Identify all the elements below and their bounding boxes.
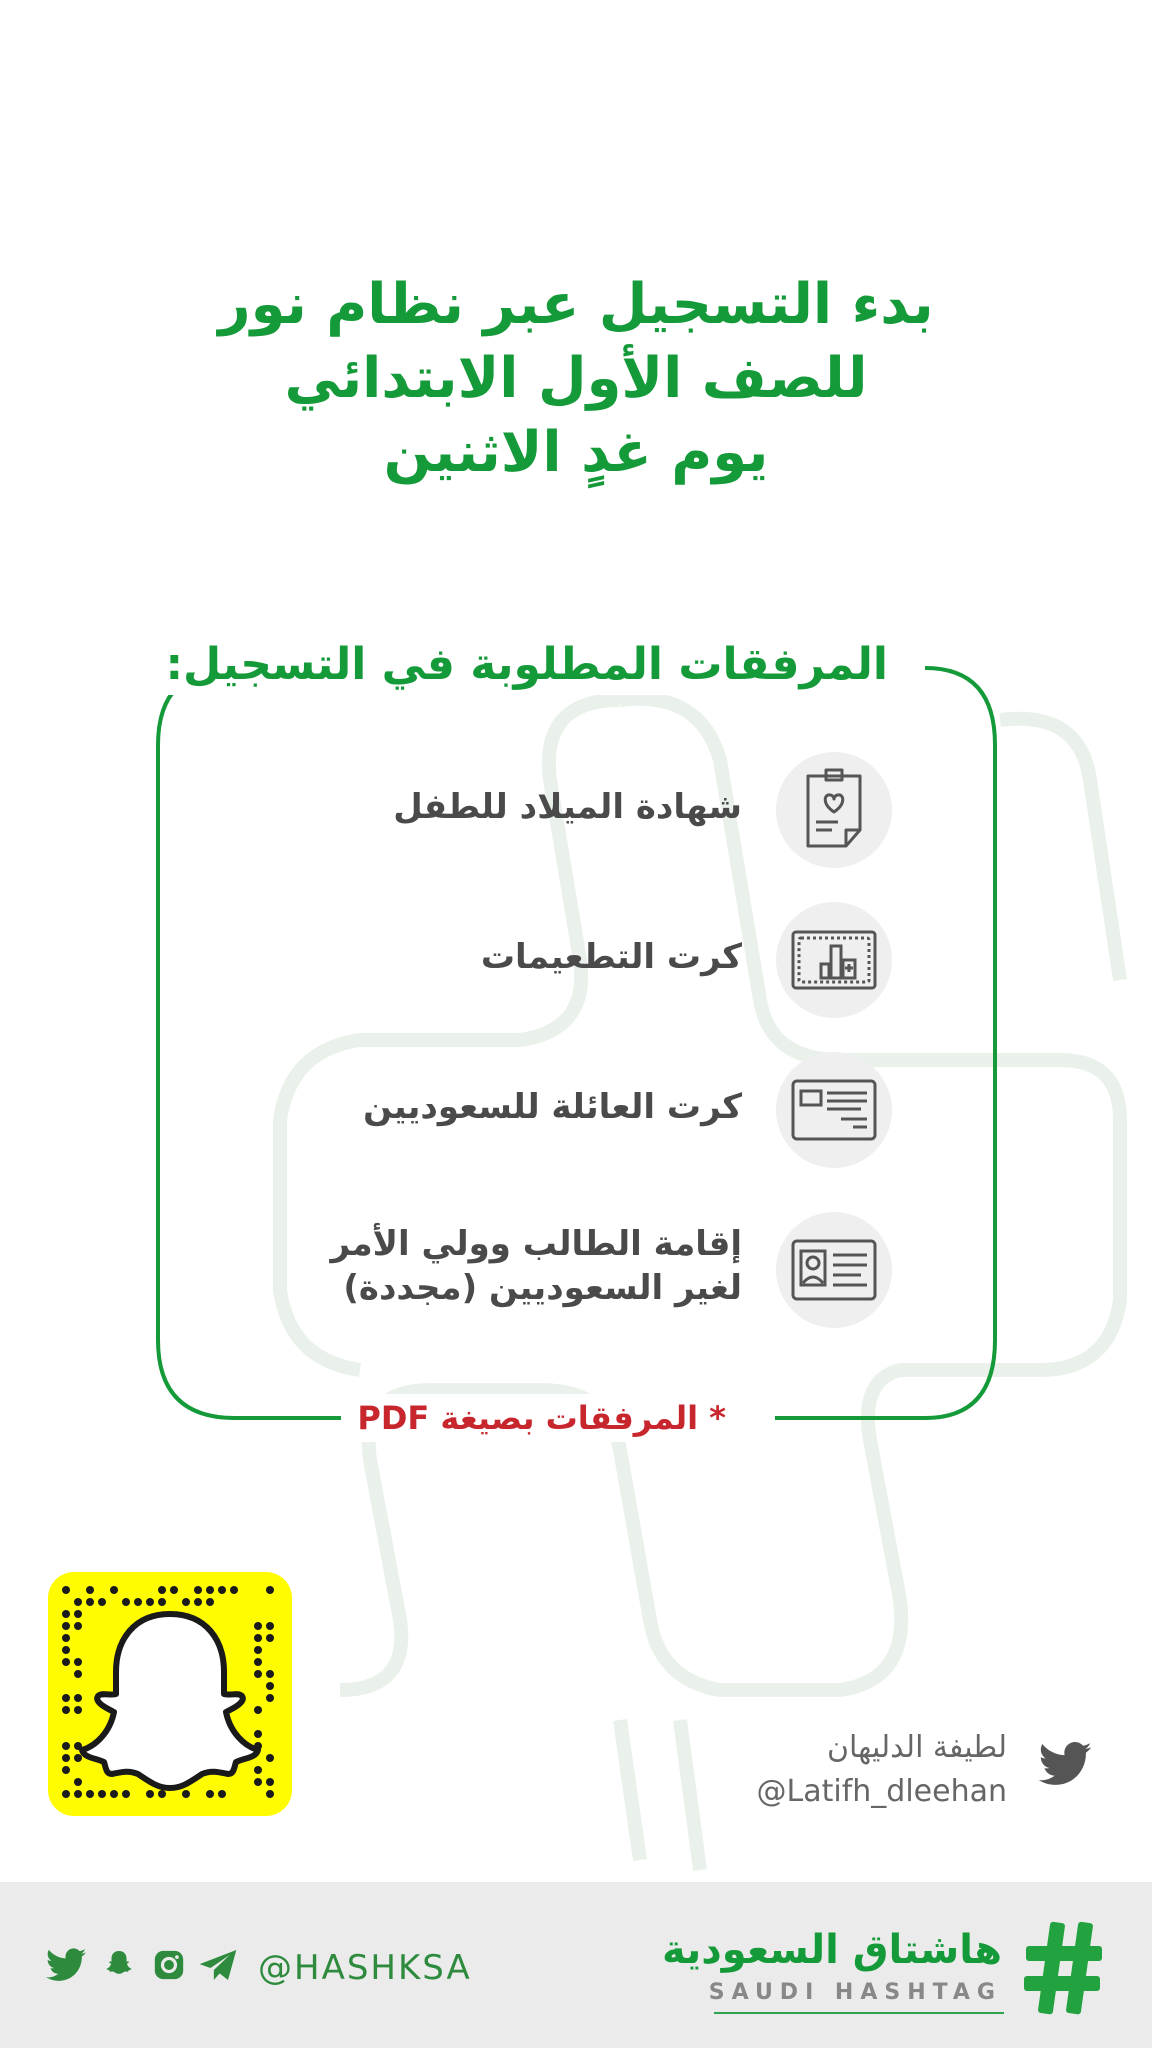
snapcode-dot — [170, 1586, 178, 1594]
snapcode-dot — [74, 1706, 82, 1714]
snapcode-dot — [62, 1610, 70, 1618]
snapcode-dot — [194, 1598, 202, 1606]
snapcode-dot — [74, 1754, 82, 1762]
headline-line-1: بدء التسجيل عبر نظام نور — [218, 272, 934, 337]
hashtag-logo-icon — [1024, 1918, 1104, 2022]
brand-name-english: SAUDI HASHTAG — [708, 1980, 1002, 2005]
snapcode-dot — [86, 1790, 94, 1798]
snapcode-dot — [74, 1622, 82, 1630]
family-card-icon — [776, 1052, 892, 1168]
snapcode-dot — [62, 1658, 70, 1666]
snapcode-dot — [110, 1790, 118, 1798]
snapcode-dot — [74, 1694, 82, 1702]
iqama-card-icon — [776, 1212, 892, 1328]
snapcode-dot — [146, 1790, 154, 1798]
snapcode-dot — [62, 1694, 70, 1702]
snapcode-dot — [74, 1670, 82, 1678]
snapcode-dot — [266, 1586, 274, 1594]
snapcode-dot — [254, 1766, 262, 1774]
snapcode-dot — [74, 1610, 82, 1618]
snapcode-dot — [158, 1598, 166, 1606]
twitter-icon[interactable] — [46, 1948, 86, 1986]
snapcode-dot — [254, 1634, 262, 1642]
footer-handle[interactable]: @HASHKSA — [258, 1948, 472, 1988]
author-name: لطيفة الدليهان — [826, 1730, 1007, 1765]
headline-line-3: يوم غدٍ الاثنين — [383, 420, 769, 485]
snapcode-dot — [62, 1790, 70, 1798]
snapcode-dot — [74, 1658, 82, 1666]
snapcode-dots — [48, 1572, 292, 1816]
headline-line-2: للصف الأول الابتدائي — [284, 346, 868, 411]
snapcode-dot — [158, 1586, 166, 1594]
brand-name-arabic: هاشتاق السعودية — [661, 1927, 1002, 1973]
twitter-icon[interactable] — [1038, 1742, 1092, 1790]
telegram-icon[interactable] — [198, 1948, 238, 1986]
snapcode-dot — [122, 1790, 130, 1798]
snapcode-dot — [266, 1634, 274, 1642]
snapcode-dot — [266, 1682, 274, 1690]
snapcode-dot — [218, 1790, 226, 1798]
requirement-item-4-line-1: إقامة الطالب وولي الأمر — [330, 1224, 742, 1264]
snapcode-dot — [266, 1622, 274, 1630]
snapcode-dot — [182, 1598, 190, 1606]
instagram-icon[interactable] — [152, 1948, 186, 1986]
snapcode-dot — [134, 1598, 142, 1606]
snapcode-dot — [146, 1598, 154, 1606]
author-handle[interactable]: @Latifh_dleehan — [756, 1774, 1007, 1809]
snapcode-dot — [254, 1646, 262, 1654]
snapcode-dot — [62, 1706, 70, 1714]
snapcode[interactable] — [48, 1572, 292, 1816]
snapcode-dot — [254, 1658, 262, 1666]
snapcode-dot — [74, 1790, 82, 1798]
snapcode-dot — [266, 1694, 274, 1702]
snapcode-dot — [98, 1598, 106, 1606]
snapcode-dot — [218, 1586, 226, 1594]
snapcode-dot — [86, 1586, 94, 1594]
snapcode-dot — [194, 1586, 202, 1594]
snapcode-dot — [62, 1646, 70, 1654]
requirement-item-2: كرت التطعيمات — [480, 937, 742, 977]
snapcode-dot — [98, 1790, 106, 1798]
snapchat-icon[interactable] — [100, 1948, 138, 1988]
snapcode-dot — [62, 1766, 70, 1774]
snapcode-dot — [110, 1586, 118, 1594]
snapcode-dot — [206, 1598, 214, 1606]
vaccination-card-icon — [776, 902, 892, 1018]
snapcode-dot — [206, 1790, 214, 1798]
birth-certificate-icon — [776, 752, 892, 868]
snapcode-dot — [206, 1586, 214, 1594]
requirement-item-4 — [330, 1222, 742, 1310]
snapcode-dot — [266, 1754, 274, 1762]
snapcode-dot — [254, 1730, 262, 1738]
snapcode-dot — [254, 1670, 262, 1678]
snapcode-dot — [62, 1622, 70, 1630]
pdf-format-note: * المرفقات بصيغة PDF — [341, 1394, 742, 1442]
snapcode-dot — [74, 1598, 82, 1606]
snapcode-dot — [254, 1622, 262, 1630]
snapcode-dot — [86, 1598, 94, 1606]
snapcode-dot — [254, 1706, 262, 1714]
snapcode-dot — [122, 1598, 130, 1606]
requirement-item-3: كرت العائلة للسعوديين — [363, 1087, 742, 1127]
snapcode-dot — [62, 1742, 70, 1750]
brand-underline — [714, 2012, 1004, 2014]
snapcode-dot — [158, 1790, 166, 1798]
snapcode-dot — [266, 1670, 274, 1678]
snapcode-dot — [266, 1778, 274, 1786]
snapcode-dot — [230, 1586, 238, 1594]
snapcode-dot — [62, 1754, 70, 1762]
snapcode-dot — [266, 1790, 274, 1798]
snapcode-dot — [254, 1778, 262, 1786]
requirements-title: المرفقات المطلوبة في التسجيل: — [151, 635, 902, 695]
snapcode-dot — [62, 1586, 70, 1594]
requirement-item-4-line-2: لغير السعوديين (مجددة) — [343, 1268, 742, 1308]
snapcode-dot — [182, 1790, 190, 1798]
snapcode-dot — [74, 1778, 82, 1786]
snapchat-ghost-icon — [82, 1614, 258, 1788]
requirement-item-1: شهادة الميلاد للطفل — [393, 787, 742, 827]
snapcode-dot — [62, 1634, 70, 1642]
